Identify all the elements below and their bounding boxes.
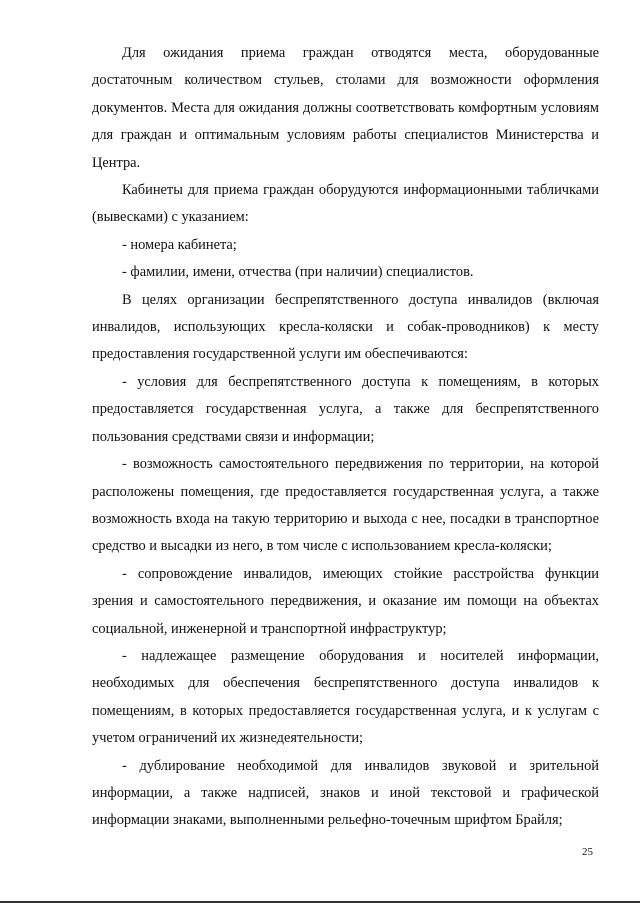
page-bottom-edge <box>0 901 640 903</box>
list-item-information-duplication: - дублирование необходимой для инвалидов звуковой и зрительной информации, а также надписей, знаков и иной текстовой и графической информации знаками, выполненными рельефно-точечным шрифтом Брайля; <box>92 757 599 829</box>
list-item-equipment-placement: - надлежащее размещение оборудования и носителей информации, необходимых для обеспечения беспрепятственного доступа инвалидов к помещениям, в которых предоставляется государственная услуга, и к услугам с учетом ограничений их жизнедеятельности; <box>92 647 599 747</box>
list-item-specialist-names: - фамилии, имени, отчества (при наличии) специалистов. <box>122 264 474 281</box>
list-item-escort: - сопровождение инвалидов, имеющих стойкие расстройства функции зрения и самостоятельного передвижения, и оказание им помощи на объектах социальной, инженерной и транспортной инфраструктур; <box>92 565 599 637</box>
document-body <box>92 40 599 835</box>
list-item-access-conditions: - условия для беспрепятственного доступа к помещениям, в которых предоставляется государственная услуга, а также для беспрепятственного пользования средствами связи и информации; <box>92 373 599 445</box>
paragraph-waiting-area: Для ожидания приема граждан отводятся места, оборудованные достаточным количеством стульев, столами для возможности оформления документов. Места для ожидания должны соответствовать комфортным условиям для граждан и оптимальным условиям работы специалистов Министерства и Центра. <box>92 45 599 171</box>
paragraph-accessibility-intro: В целях организации беспрепятственного доступа инвалидов (включая инвалидов, использующих кресла-коляски и собак-проводников) к месту предоставления государственной услуги им обеспечиваются: <box>92 291 599 363</box>
paragraph-office-signs: Кабинеты для приема граждан оборудуются информационными табличками (вывесками) с указанием: <box>92 182 599 226</box>
page-number: 25 <box>582 846 593 858</box>
list-item-independent-movement: - возможность самостоятельного передвижения по территории, на которой расположены помещения, где предоставляется государственная услуга, а также возможность входа на такую территорию и выхода с нее, посадки в транспортное средство и высадки из него, в том числе с использованием кресла-коляски; <box>92 456 599 555</box>
list-item-room-number: - номера кабинета; <box>122 236 237 253</box>
